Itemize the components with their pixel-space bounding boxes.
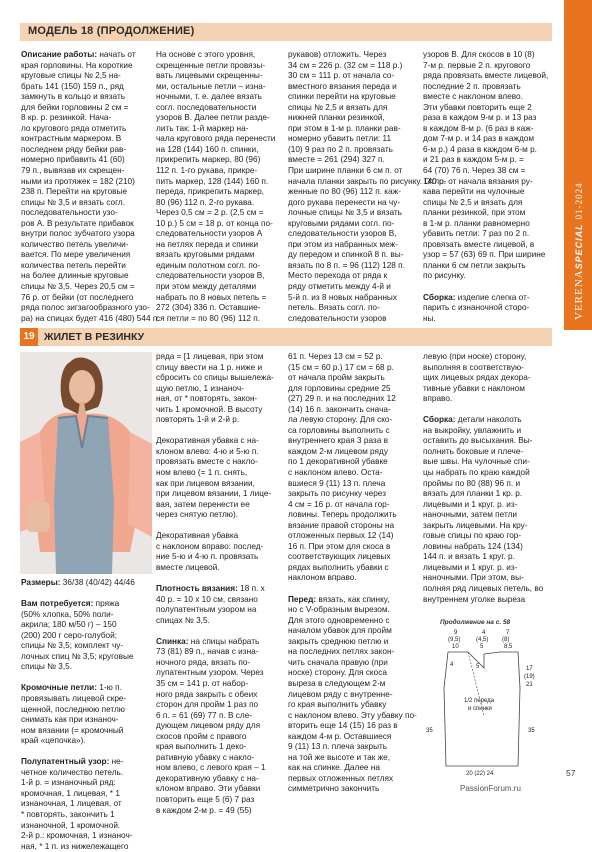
text-line: ловины. Теперь продолжить [288,510,397,520]
text-line: са горловины выполнить с [288,425,390,435]
text-line: 80 (96) 112 п. 2-го рукава. [156,197,255,207]
text-line [423,405,543,416]
text-line: дом 7-м р. и 14 раз в каждом [423,134,535,144]
text-line: 61 п. Через 13 см = 52 р. [288,352,383,361]
text-line: но с V-образным вырезом. [288,605,390,615]
diagram-top-sub: (8) [502,637,510,643]
text-line: ном влево, с левого края – 1 [156,763,266,773]
text-line: сбросить со спицы вышележа- [156,373,274,383]
text-line: согл. последовательности [156,102,257,112]
text-line: ная, от * повторять, закон- [156,394,258,404]
text-line: вается. По мере увеличения [21,250,131,260]
text-line: акрила; 180 м/50 г) – 150 [21,620,117,630]
text-line: чить сначала правую (при [288,657,388,667]
text-line: носке) сторону. Для скоса [288,668,387,678]
text-line: ло кругового ряда отметить [21,123,127,133]
text-line: 1-й р. = изнаночный ряд: [21,778,116,788]
text-line: ние 5-ю и 4-ю п. провязать [156,552,259,562]
text-line: Сборка: изделие слегка от- [423,292,530,302]
text-line: скрещенные петли провязы- [156,60,266,70]
text-line: следовательности узоров В, [288,229,397,239]
text-line: следовательности узоров [288,313,387,323]
text-line: края выполнить 1 деко- [156,742,247,752]
text-line: 7-м р. первые 2 п. кругового [423,60,531,70]
text-line: ду передом и спинкой 8 п. вы- [288,250,404,260]
text-line: края горловины. На короткие [21,60,133,70]
text-line: узор = 57 (63) 69 п. При ширине [423,250,546,260]
text-line: наночными, затем петли [423,510,517,520]
text-line: ративную убавку с накло- [156,752,255,762]
text-line: 6 п. = 61 (69) 77 п. В сле- [156,710,253,720]
text-line: Сборка: детали наколоть [423,415,522,425]
text-line: по рисунку. [423,271,466,281]
text-line: рядах выполнить убавки с [288,562,389,572]
text-column-2 [156,50,275,324]
text-line: Декоративная убавка [156,531,239,541]
diagram-top-sub: (9,5) [448,637,461,643]
text-line: внутреннего края 3 раза в [288,436,388,446]
text-line: пить маркер, 128 (144) 160 п. [156,176,269,186]
text-line: вторить еще 14 (15) 16 раз в [288,721,398,731]
text-line: 5-й п. из 8 новых набранных [288,292,397,302]
text-column-1 [21,50,160,324]
text-line: Описание работы: начать от [21,50,136,59]
diagram-small-label: 5 [476,664,480,670]
text-line: вместе лицевой. [156,562,220,572]
diagram-center-label: и спинки [468,706,492,712]
text-line: повторять 1-й и 2-й р. [156,415,240,425]
text-line: декоративную убавку с на- [156,773,259,783]
text-line: выполняя в соответствую- [423,362,524,372]
text-line: 112 п. 1-го рукава, прикре- [156,166,258,176]
text-line: ном влево (= 1 п. снять, [156,468,248,478]
text-line: ночного ряда, вязать по- [156,657,251,667]
text-line: На основе с этого уровня, [156,50,256,59]
text-line: как на спинке. Далее на [288,763,380,773]
diagram-right-label: (19) [524,674,535,680]
diagram-top-sub2: 5 [480,644,484,650]
text-line: на 128 (144) 160 п. спинки, [156,144,259,154]
text-line: вая, затем перенести ее [156,499,250,509]
text-line: следовательности узоров А [156,229,263,239]
text-line: лить так: 1-й маркер на- [156,123,249,133]
text-line: ны. [423,313,436,323]
text-line: 9 (11) 13 п. плеча закрыть [288,742,388,752]
text-line: 10 р.) 5 см = 18 р. от конца по- [156,218,273,228]
text-line: 73 (81) 89 п., начав с изна- [156,647,259,657]
text-line: скосов пройм с правого [156,731,247,741]
text-line: раза в каждом 9-м р. и 13 раз [423,113,537,123]
text-line: лочные спицы № 3,5 и вязать [288,208,402,218]
text-line [156,521,274,532]
text-line: 238 п. Перейти на круговые [21,187,128,197]
text-line: полупатентным узором на [156,605,257,615]
text-line: спицах № 3,5. [156,615,210,625]
text-line: полнить боковые и плече- [423,446,524,456]
text-line: с наклоном вправо: послед- [156,541,264,551]
text-line: Декоративная убавка с на- [156,436,259,446]
text-line: повторить еще 5 (6) 7 раз [156,794,255,804]
text-line: закрыть по рисунку через [288,489,387,499]
text-line: ров А. В результате прибавок [21,218,134,228]
text-line: для бейки горловины 2 см = [21,102,129,112]
text-line: соответствующих лицевых [288,552,391,562]
text-line: закрыть среднюю петлю и [288,636,389,646]
text-line: ряду отметить между 4-й и [288,282,391,292]
text-line: край «цепочка»). [21,736,86,746]
text-line: оставить до высыхания. Вы- [423,436,533,446]
text-line: вязать круговыми рядами [156,250,255,260]
text-line [21,589,135,600]
text-line: 4 см = 16 р. от начала гор- [288,499,390,509]
diagram-top-sub2: 8,5 [504,644,513,650]
text-line: по 1 декоративной убавке [288,457,388,467]
text-column-4 [423,352,543,605]
text-line: вать лицевыми скрещенны- [156,71,263,81]
text-line: 40 р. = 10 х 10 см, связано [156,594,258,604]
text-line: щенной, последнюю петлю [21,704,125,714]
text-line: круговыми рядами согл. по- [288,218,395,228]
text-line: переда, прикрепить маркер, [156,187,264,197]
diagram-top-sub: (4,5) [476,637,489,643]
text-line: спицы № 3,5. Через 20,5 см = [21,282,135,292]
text-line: через снятую петлю). [156,510,239,520]
text-line: внутри полос зубчатого узора [21,229,135,239]
text-line: го края выполнить убавку [288,700,387,710]
text-line: клоном влево: 4-ю и 5-ю п. [156,446,259,456]
text-line [156,573,274,584]
text-line: 2-й р.: кромочная, 1 изнаноч- [21,831,133,841]
text-line: для горловины средние 25 [288,383,391,393]
text-line: планки резинкой, при этом [423,208,526,218]
text-line: от начала пройм закрыть [288,373,385,383]
text-line: кромочная, 1 лицевая, * 1 [21,788,120,798]
section-title: МОДЕЛЬ 18 (ПРОДОЛЖЕНИЕ) [28,25,195,37]
text-line: в 1-м р. планки равномерно [423,218,530,228]
text-line: при этом из набранных меж- [288,239,398,249]
text-line: 35 см = 141 р. от набор- [156,678,249,688]
text-line: 144 п. и вязать 1 круг. р. [423,552,515,562]
text-line: петель. Вязать согл. по- [288,303,380,313]
text-line: провязывать лицевой скре- [21,694,127,704]
text-line: ном вязании (= кромочный [21,725,124,735]
text-line: Эти убавки повторить еще 2 [423,102,532,112]
text-line: сторон для пройм 1 раз по [156,700,259,710]
text-line: дого рукава перенести на чу- [288,197,401,207]
text-line: вязать по 8 п. = 96 (112) 128 п. [288,260,405,270]
text-line: (27) 29 п. и на последних 12 [288,394,396,404]
text-line: с наклоном влево. Оста- [288,468,383,478]
text-line: выреза в следующем 2-м [288,678,386,688]
text-line: ными из протяжек = 182 (210) [21,176,135,186]
diagram-right-label: 21 [526,682,533,688]
text-line: 79 п., вывязав их скрещен- [21,166,125,176]
text-line: при этом между деталями [156,282,257,292]
text-line: контрастным маркером. В [21,134,122,144]
text-line: изнаночная, 1 лицевая, от [21,799,122,809]
text-line: с наклоном влево. Эту убавку по- [288,710,417,720]
text-line: единым полотном согл. по- [156,260,261,270]
text-line: проймы по 80 (88) 96 п. и [423,478,521,488]
text-line: ра) на спицах будет 416 (480) 544 п. [21,313,160,323]
text-line: цы набрать по краю каждой [423,468,530,478]
text-line: последние 2 п. провязать [423,81,521,91]
text-line: лупатентным узором. Через [156,668,264,678]
text-line: ряда полос зигзагообразного узо- [21,303,150,313]
text-line: узоров В. Далее петли разде- [156,113,270,123]
text-line: на более длинные круговые [21,271,129,281]
model-photo-illustration [20,352,152,574]
text-line: кава перейти на чулочные [423,187,525,197]
diagram-bottom-label: 20 (22) 24 [466,771,494,776]
text-line: вместе = 261 (294) 327 п. [288,155,385,165]
text-line: ряда провязать вместе лицевой, [423,71,549,81]
text-line: лочных спиц № 3,5; круговые [21,651,134,661]
text-line: количества петель перейти [21,260,126,270]
text-line: четное количество петель. [21,767,124,777]
text-line: Место перехода от ряда к [288,271,388,281]
text-line: женные по 80 (96) 112 п. каж- [288,187,401,197]
text-line: Для этого одновременно с [288,615,390,625]
text-line: последнем ряду бейки рав- [21,144,127,154]
text-line: при лицевом вязании, 1 лице- [156,489,272,499]
text-line: снимать как при изнаноч- [21,715,119,725]
text-line: нижней планки резинкой, [288,113,385,123]
text-line: в каждом 8-м р. (6 раз в каж- [423,123,534,133]
text-line: наклоном вправо. [288,573,357,583]
section-title: ЖИЛЕТ В РЕЗИНКУ [44,331,145,343]
text-line: чить 1 кромочной. В высоту [156,404,263,414]
text-line: Через 0,5 см = 2 р. (2,5 см = [156,208,264,218]
text-line: провязать вместе лицевой, в [423,239,535,249]
text-line: тивные убавки с наклоном [423,383,525,393]
text-line: вместного вязания переда и [288,81,397,91]
text-line: номерно убавить петли: 11 [288,134,392,144]
text-column-4 [423,50,548,324]
text-line: номерно прибавить 41 (60) [21,155,125,165]
text-column-2 [156,352,274,816]
text-line: Вам потребуется: пряжа [21,599,120,609]
text-line: ная, * 1 п. из нижележащего [21,841,129,851]
text-line: закрыть лицевыми. На кру- [423,520,528,530]
text-line [156,626,274,637]
diagram-top-sub2: 10 [452,644,459,650]
text-line: на той же высоте и так же, [288,752,390,762]
section-header-model-18 [20,23,552,41]
text-line: щих лицевых рядах декора- [423,373,531,383]
text-line: внутреннем уголке выреза [423,594,526,604]
text-line: при этом в 1-м р. планки рав- [288,123,401,133]
text-line [288,584,417,595]
model-photo [20,352,152,574]
text-line: вязать для планки 1 кр. р. [423,489,523,499]
text-line: * повторять, закончить 1 [21,810,115,820]
text-line: вязание правой стороны на [288,520,395,530]
text-line: полняя ряд лицевых петель, во [423,584,544,594]
text-line: на выкройку, увлажнить и [423,425,522,435]
text-line: лицевом ряду с внутренне- [288,689,393,699]
text-line: убавить петли: 7 раз по 2 п. [423,229,530,239]
text-line: как при лицевом вязании, [156,478,255,488]
text-line: клоном вправо. Эти убавки [156,784,261,794]
text-line: ла левую сторону. Для ско- [288,415,393,425]
model-number-badge: 19 [20,328,38,346]
diagram-right-label: 17 [526,666,533,672]
text-line: ряда = [1 лицевая, при этом [156,352,264,361]
text-line: брать 141 (150) 159 п., ряд [21,81,124,91]
text-line: отложенных первых 12 (14) [288,531,394,541]
text-line: последовательности узо- [21,208,118,218]
text-line: лицевыми и 1 круг. р. из- [423,562,518,572]
text-line: начала планки закрыть по рисунку. Отло- [288,176,447,186]
text-line: началом убавок для пройм [288,626,392,636]
text-line: провязать вместе с накло- [156,457,258,467]
text-line: спицу ввести на 1 р. ниже и [156,362,263,372]
diagram-small-label: 4 [450,662,454,668]
diagram-left-label: 35 [426,728,433,734]
text-line: в каждом 2-м р. = 49 (55) [156,805,252,815]
text-line: (200) 200 г серо-голубой; [21,630,118,640]
text-line: 30 см = 111 р. от начала со- [288,71,395,81]
page-number: 57 [566,768,576,778]
text-line: узоров В. Для скосов в 10 (8) [423,50,535,59]
text-line: спицы № 2,5 и вязать для [423,197,523,207]
text-line: чала кругового ряда перенести [156,134,276,144]
diagram-top-label: 9 [454,630,458,636]
text-line: (14) 16 п. закончить снача- [288,404,391,414]
text-line: ночными, т. е. далее вязать [156,92,262,102]
text-line: 8 кр. р. резинкой. Нача- [21,113,112,123]
text-line: каждом 2-м лицевом ряду [288,446,388,456]
text-line: вправо. [423,394,453,404]
text-line: на петлях переда и спинки [156,239,259,249]
text-line: 64 (70) 76 п. Через 38 см = [423,166,526,176]
text-line: вшиеся 9 (11) 13 п. плеча [288,478,386,488]
text-line: круговые спицы № 2,5 на- [21,71,121,81]
text-line: При ширине планки 6 см п. от [288,166,403,176]
text-line: ся петли = по 80 (96) 112 п. [156,313,261,323]
text-line: лицевыми и 1 круг. р. из- [423,499,518,509]
text-line: Размеры: 36/38 (40/42) 44/46 [21,578,135,587]
text-line: каждом 4-м р. Оставшиеся [288,731,392,741]
text-line: вместе с наклоном влево. [423,92,523,102]
text-line: 16 п. При этом для скоса в [288,541,391,551]
text-line: спицы № 3,5 и вязать согл. [21,197,126,207]
text-line: замкнуть в кольцо и вязать [21,92,126,102]
text-line: изнаночной, 1 кромочной. [21,820,121,830]
section-header-model-19 [20,328,552,346]
text-line: спинки перейти на круговые [288,92,396,102]
text-line: следовательности узоров В, [156,271,265,281]
text-line: говые спицы по краю гор- [423,531,522,541]
diagram-top-label: 7 [506,630,510,636]
text-line: Спинка: на спицы набрать [156,636,260,646]
text-line: 34 см = 226 р. (32 см = 118 р.) [288,60,403,70]
text-column-3 [288,352,417,795]
text-line: левую (при носке) сторону, [423,352,527,361]
text-line: Перед: вязать, как спинку, [288,594,390,604]
text-line: количество петель увеличи- [21,239,129,249]
text-line: планки 6 см петли закрыть [423,260,526,270]
text-line: первых отложенных петлях [288,773,394,783]
text-line [21,673,135,684]
text-line: (50% хлопка, 50% поли- [21,609,114,619]
text-line: спицы № 2,5 и вязать для [288,102,388,112]
text-line: рукавов) отложить. Через [288,50,387,59]
text-line: парить с изнаночной сторо- [423,303,530,313]
text-line: (15 см = 60 р.) 17 см = 68 р. [288,362,394,372]
text-line: 6-м р.) 4 раза в каждом 6-м р. [423,144,537,154]
text-line: (10) 9 раз по 2 п. провязать [288,144,393,154]
text-line: 272 (304) 336 п. Оставшие- [156,303,261,313]
text-line [156,426,274,437]
text-line: 76 р. от бейки (от последнего [21,292,134,302]
text-line: 140 р. от начала вязания ру- [423,176,533,186]
svg-text:VERENASPECIAL01-2024: VERENASPECIAL01-2024 [573,182,585,320]
continuation-note: Продолжение на с. 58 [440,619,511,626]
text-line: и 21 раз в каждом 5-м р. = [423,155,524,165]
diagram-top-label: 4 [482,630,486,636]
text-line: на последних петлях закон- [288,647,395,657]
text-line [21,747,135,758]
text-line: щую петлю, 1 изнаноч- [156,383,244,393]
watermark-site: PassionForum.ru [460,784,521,793]
text-line: ловины набрать 124 (134) [423,541,523,551]
text-column-1 [21,578,135,852]
text-line: наночными. При этом, вы- [423,573,524,583]
diagram-center-label: 1/2 переда [464,698,494,704]
side-tab-text [564,0,592,330]
text-line: симметрично закончить [288,784,380,794]
text-line: дующем лицевом ряду для [156,721,261,731]
text-line [423,282,548,293]
pattern-diagram [418,626,558,776]
text-line: вые швы. На чулочные спи- [423,457,530,467]
text-line: Полупатентный узор: не- [21,757,124,767]
magazine-side-tab [564,0,592,330]
diagram-right-height: 35 [528,728,535,734]
text-line: спицы № 3,5; комплект чу- [21,641,124,651]
text-line: набрать по 8 новых петель = [156,292,267,302]
text-line: ми, остальные петли – изна- [156,81,266,91]
text-line: ного ряда закрыть с обеих [156,689,258,699]
text-line: Плотность вязания: 18 п. х [156,584,265,594]
text-line: спицы № 3,5. [21,662,73,672]
text-line: прикрепить маркер, 80 (96) [156,155,261,165]
text-line: Кромочные петли: 1-ю п. [21,683,122,693]
